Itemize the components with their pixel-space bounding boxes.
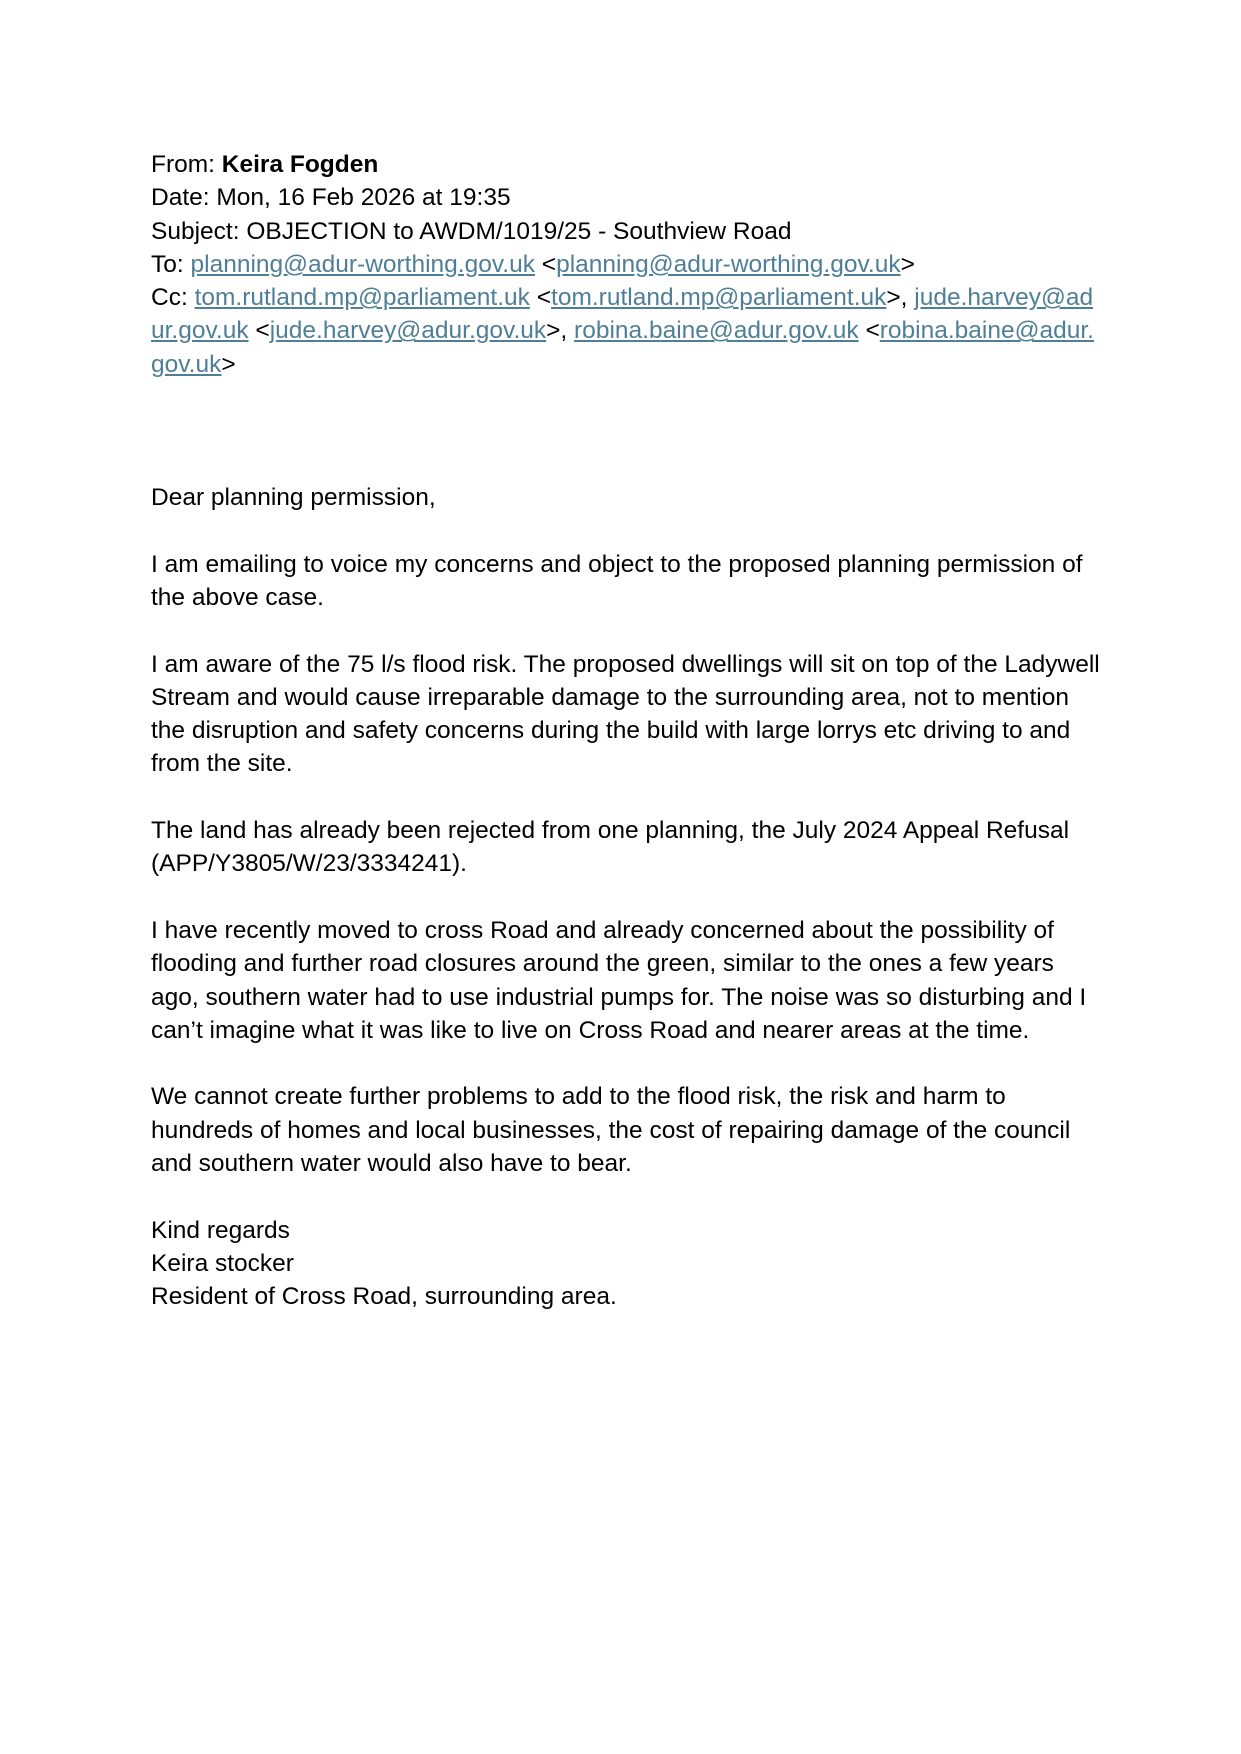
cc-email-link[interactable]: jude.harvey@adur.gov.uk [151,284,1094,345]
cc-email-link-bracketed[interactable]: tom.rutland.mp@parliament.uk [551,284,887,312]
email-document [151,148,1101,1314]
body-paragraph: I am aware of the 75 l/s flood risk. The proposed dwellings will sit on top of the Ladywell Stream and would cause irreparable damage to the surrounding area, not to mention the disruption and safety concerns during the build with large lorrys etc driving to and from the site. [151,650,1100,778]
from-line [151,148,1101,181]
signoff: Kind regards [151,1216,290,1244]
cc-label: Cc: [151,284,188,312]
date-label: Date: [151,184,210,212]
date-value: Mon, 16 Feb 2026 at 19:35 [216,184,511,212]
email-body [151,481,1101,1313]
cc-email-link-bracketed[interactable]: robina.baine@adur.gov.uk [151,317,1094,378]
header-spacer [151,381,1101,481]
subject-line [151,215,1101,248]
cc-email-link-bracketed[interactable]: jude.harvey@adur.gov.uk [269,317,547,345]
greeting: Dear planning permission, [151,484,436,512]
cc-email-link[interactable]: robina.baine@adur.gov.uk [574,317,859,345]
to-email-link-bracketed[interactable]: planning@adur-worthing.gov.uk [556,250,901,278]
to-label: To: [151,250,184,278]
cc-line: Cc: tom.rutland.mp@parliament.uk <tom.rutland.mp@parliament.uk>, jude.harvey@adur.gov.uk <jude.harvey@adur.gov.uk>, robina.baine@adur.gov.uk <robina.baine@adur.gov.uk> [151,284,1094,378]
body-paragraph: The land has already been rejected from one planning, the July 2024 Appeal Refusal (APP/Y3805/W/23/3334241). [151,817,1070,878]
signature-name: Keira stocker [151,1249,294,1277]
to-email-link[interactable]: planning@adur-worthing.gov.uk [190,250,535,278]
signature-block [151,1214,1101,1314]
cc-email-link[interactable]: tom.rutland.mp@parliament.uk [194,284,530,312]
subject-label: Subject: [151,217,240,245]
date-line [151,181,1101,214]
sender-name: Keira Fogden [221,151,379,178]
signature-note: Resident of Cross Road, surrounding area. [151,1283,617,1311]
to-line: To: planning@adur-worthing.gov.uk <planning@adur-worthing.gov.uk> [151,250,915,278]
body-paragraph: I have recently moved to cross Road and already concerned about the possibility of flooding and further road closures around the green, similar to the ones a few years ago, southern water had to use industrial pumps for. The noise was so disturbing and I can’t imagine what it was like to live on Cross Road and nearer areas at the time. [151,916,1087,1044]
body-paragraph: I am emailing to voice my concerns and object to the proposed planning permission of the above case. [151,550,1083,611]
body-paragraph: We cannot create further problems to add to the flood risk, the risk and harm to hundreds of homes and local businesses, the cost of repairing damage of the council and southern water would also have to bear. [151,1083,1071,1178]
from-label: From: [151,151,215,178]
email-header [151,148,1101,381]
subject-value: OBJECTION to AWDM/1019/25 - Southview Road [246,217,792,245]
